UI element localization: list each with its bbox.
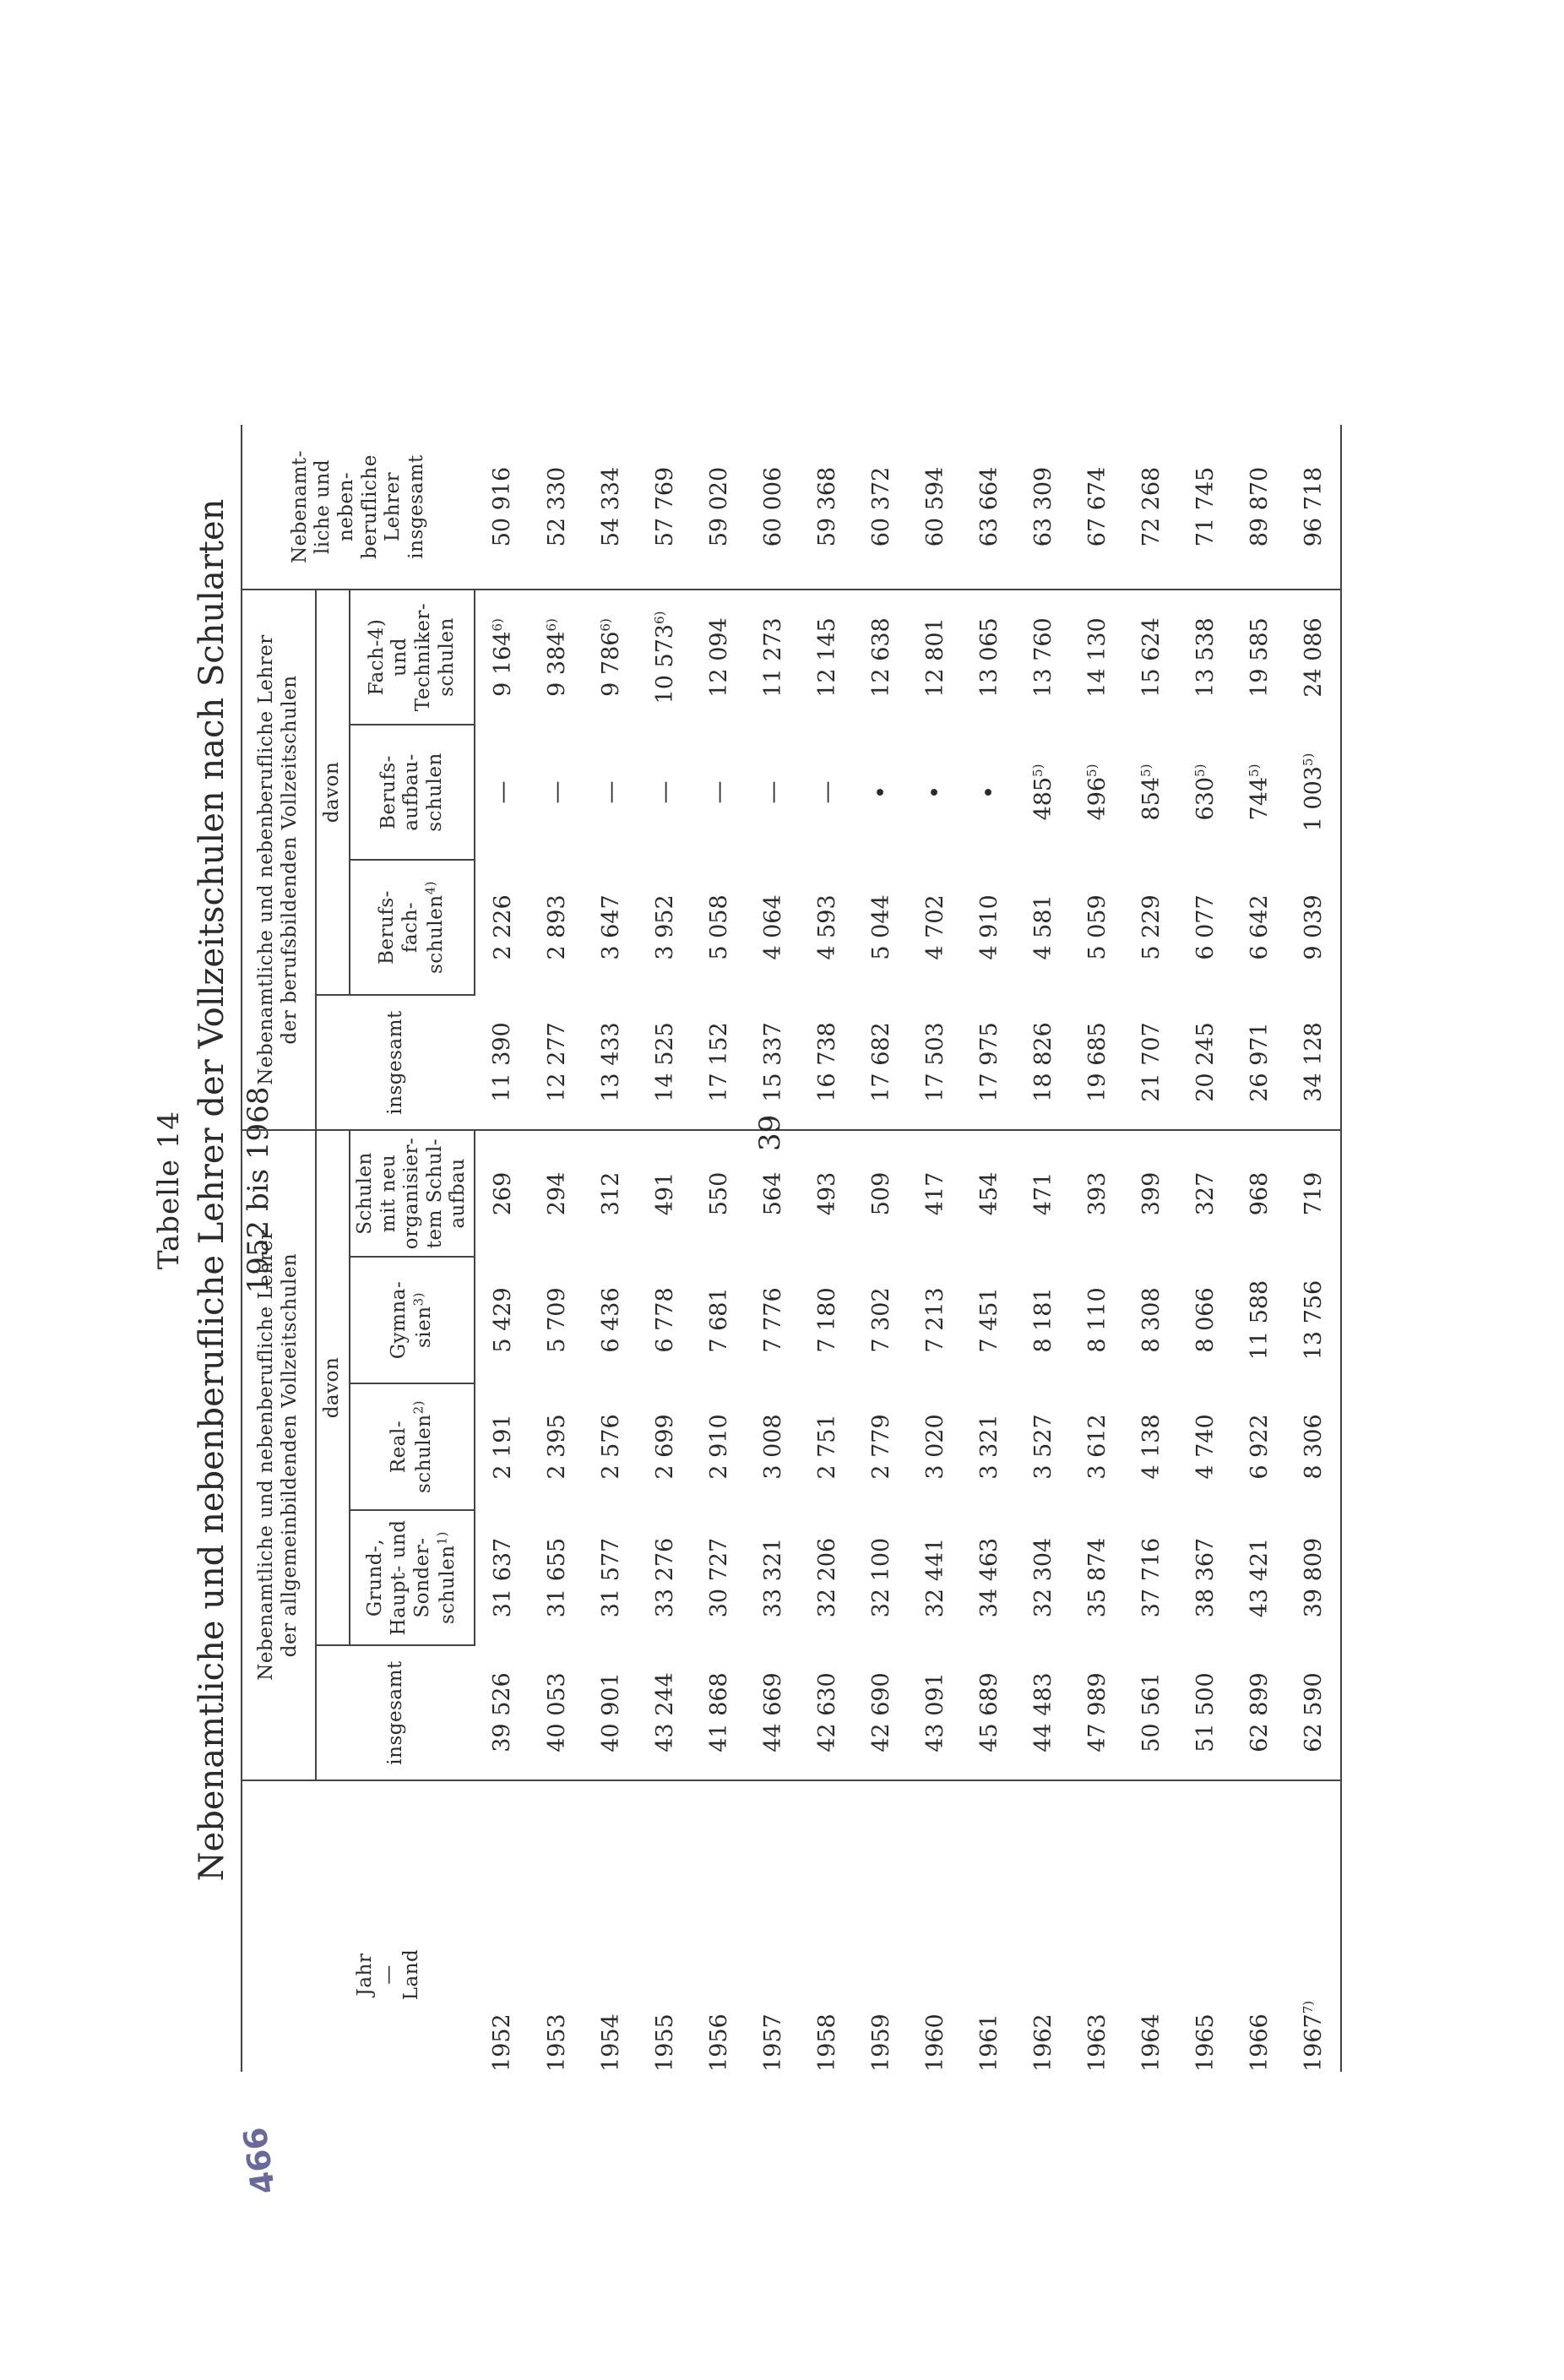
berufsfach-cell: 3 952 bbox=[651, 894, 678, 960]
berufsfach-header-line: schulen$^{4)}$ bbox=[422, 881, 448, 974]
neu-org-cell: 417 bbox=[921, 1171, 948, 1216]
berufsaufbau-header-line: aufbau- bbox=[400, 753, 423, 831]
grund-cell: 31 577 bbox=[597, 1537, 624, 1618]
year-cell: 1961 bbox=[975, 2013, 1002, 2072]
year-cell: 1952 bbox=[489, 2013, 515, 2072]
table-number: Tabelle 14 bbox=[152, 1110, 186, 1270]
general-total-header: insgesamt bbox=[316, 1645, 475, 1780]
general-total-cell: 43 244 bbox=[638, 1645, 692, 1780]
berufsaufbau-cell: 854$^{5)}$ bbox=[1138, 763, 1165, 821]
year-cell: 1965 bbox=[1192, 2013, 1219, 2072]
grund-header-line: Sonder- bbox=[410, 1537, 433, 1618]
neu-org-cell: 719 bbox=[1286, 1130, 1341, 1257]
total-header bbox=[242, 425, 475, 590]
table-row bbox=[1286, 425, 1341, 2072]
vocational-total-cell: 18 826 bbox=[1016, 995, 1070, 1130]
grund-cell: 30 727 bbox=[705, 1537, 732, 1618]
fach-techniker-cell: 12 094 bbox=[705, 617, 732, 698]
gymnasien-header-line: sien$^{3)}$ bbox=[410, 1292, 436, 1348]
real-cell: 3 020 bbox=[921, 1414, 948, 1480]
neu-org-cell: 564 bbox=[759, 1171, 786, 1216]
fach-techniker-cell: 9 164$^{6)}$ bbox=[489, 618, 516, 697]
fach-techniker-cell: 19 585 bbox=[1246, 617, 1273, 698]
general-total-cell: 40 053 bbox=[529, 1645, 584, 1780]
berufsaufbau-cell: — bbox=[651, 780, 678, 804]
gymnasien-cell: 7 451 bbox=[975, 1287, 1002, 1353]
general-total-cell: 40 901 bbox=[584, 1645, 638, 1780]
general-total-cell: 50 561 bbox=[1124, 1645, 1178, 1780]
table-row bbox=[1124, 425, 1178, 2072]
fach-techniker-cell: 13 065 bbox=[975, 617, 1002, 698]
total-header-line: berufliche bbox=[358, 454, 381, 559]
total-header-line: Lehrer bbox=[382, 471, 405, 542]
berufsfach-cell: 4 064 bbox=[759, 894, 786, 960]
neu-org-cell: 269 bbox=[489, 1171, 516, 1216]
total-cell: 67 674 bbox=[1070, 425, 1124, 590]
year-cell: 1960 bbox=[921, 2013, 948, 2072]
general-group-header bbox=[242, 1130, 316, 1780]
neu-org-header bbox=[350, 1130, 475, 1257]
gymnasien-header-line: Gymna- bbox=[388, 1280, 410, 1360]
table-row bbox=[529, 425, 584, 2072]
berufsfach-cell: 2 893 bbox=[543, 894, 570, 960]
year-header-line: Jahr bbox=[354, 1953, 377, 1997]
berufsfach-cell: 5 229 bbox=[1138, 894, 1165, 960]
general-total-cell: 47 989 bbox=[1070, 1645, 1124, 1780]
fach-techniker-cell: 13 538 bbox=[1192, 617, 1219, 698]
table-subtitle: 1952 bis 1968 bbox=[242, 1086, 275, 1294]
gymnasien-cell: 7 776 bbox=[759, 1287, 786, 1353]
total-cell: 60 372 bbox=[854, 425, 908, 590]
year-cell: 1962 bbox=[1029, 2013, 1056, 2072]
vocational-total-cell: 17 152 bbox=[692, 995, 746, 1130]
real-cell: 4 740 bbox=[1192, 1414, 1219, 1480]
berufsfach-cell: 4 702 bbox=[921, 894, 948, 960]
real-cell: 2 191 bbox=[489, 1414, 516, 1480]
berufsaufbau-cell: • bbox=[921, 785, 948, 799]
vocational-total-cell: 14 525 bbox=[638, 995, 692, 1130]
grund-cell: 33 321 bbox=[759, 1537, 786, 1618]
berufsaufbau-header-line: Berufs- bbox=[377, 755, 399, 829]
fach-techniker-header bbox=[350, 590, 475, 725]
neu-org-header-line: Schulen bbox=[354, 1152, 377, 1235]
grund-cell: 32 206 bbox=[813, 1537, 840, 1618]
fach-techniker-header-line: und bbox=[388, 638, 411, 677]
grund-cell: 35 874 bbox=[1083, 1537, 1111, 1618]
real-header bbox=[350, 1383, 475, 1510]
year-header-line: Land bbox=[400, 1948, 423, 2001]
berufsfach-cell: 3 647 bbox=[597, 894, 624, 960]
total-cell: 54 334 bbox=[584, 425, 638, 590]
berufsfach-cell: 5 059 bbox=[1083, 894, 1111, 960]
fach-techniker-cell: 15 624 bbox=[1138, 617, 1165, 698]
gymnasien-cell: 13 756 bbox=[1286, 1257, 1341, 1383]
grund-cell: 31 655 bbox=[543, 1537, 570, 1618]
real-cell: 2 779 bbox=[867, 1414, 894, 1480]
fach-techniker-header-line: schulen bbox=[435, 617, 458, 697]
neu-org-cell: 491 bbox=[651, 1171, 678, 1216]
total-header-line: insgesamt bbox=[405, 454, 427, 559]
table-title: Nebenamtliche und nebenberufliche Lehrer der Vollzeitschulen nach Schularten bbox=[193, 498, 231, 1882]
berufsfach-cell: 6 077 bbox=[1192, 894, 1219, 960]
berufsaufbau-cell: • bbox=[867, 785, 894, 799]
neu-org-header-line: organisier- bbox=[400, 1137, 423, 1250]
berufsfach-header-line: Berufs- bbox=[376, 890, 399, 964]
year-header-line: — bbox=[377, 1964, 399, 1985]
year-cell: 1956 bbox=[705, 2013, 732, 2072]
total-header-line: neben- bbox=[334, 471, 357, 542]
gymnasien-cell: 8 308 bbox=[1138, 1287, 1165, 1353]
berufsaufbau-cell: — bbox=[813, 780, 840, 804]
real-cell: 3 321 bbox=[975, 1414, 1002, 1480]
neu-org-cell: 327 bbox=[1192, 1171, 1219, 1216]
real-cell: 3 527 bbox=[1029, 1414, 1056, 1480]
fach-techniker-cell: 12 638 bbox=[867, 617, 894, 698]
grund-cell: 39 809 bbox=[1286, 1510, 1341, 1645]
year-cell: 1966 bbox=[1246, 2013, 1273, 2072]
year-cell: 1967$^{7)}$ bbox=[1286, 1877, 1341, 2072]
neu-org-cell: 454 bbox=[975, 1171, 1002, 1216]
gymnasien-cell: 7 180 bbox=[813, 1287, 840, 1353]
neu-org-header-line: mit neu bbox=[377, 1154, 399, 1233]
gymnasien-cell: 6 778 bbox=[651, 1287, 678, 1353]
general-total-cell: 45 689 bbox=[962, 1645, 1016, 1780]
gymnasien-cell: 8 066 bbox=[1192, 1287, 1219, 1353]
vocational-total-cell: 12 277 bbox=[529, 995, 584, 1130]
general-total-cell: 39 526 bbox=[475, 1645, 529, 1780]
berufsaufbau-cell: — bbox=[543, 780, 570, 804]
table-body bbox=[475, 425, 1341, 2072]
vocational-total-cell: 20 245 bbox=[1178, 995, 1232, 1130]
vocational-total-cell: 17 975 bbox=[962, 995, 1016, 1130]
gymnasien-cell: 5 429 bbox=[489, 1287, 516, 1353]
total-cell: 96 718 bbox=[1286, 425, 1341, 590]
neu-org-cell: 399 bbox=[1138, 1171, 1165, 1216]
berufsfach-cell: 4 593 bbox=[813, 894, 840, 960]
berufsaufbau-header-line: schulen bbox=[423, 753, 446, 832]
berufsfach-cell: 5 044 bbox=[867, 894, 894, 960]
total-cell: 63 309 bbox=[1016, 425, 1070, 590]
berufsaufbau-cell: • bbox=[975, 785, 1002, 799]
gymnasien-cell: 8 110 bbox=[1083, 1287, 1111, 1353]
year-cell: 1953 bbox=[543, 2013, 570, 2072]
berufsfach-cell: 9 039 bbox=[1286, 860, 1341, 995]
general-davon-header: davon bbox=[316, 1130, 350, 1645]
year-cell: 1958 bbox=[813, 2013, 840, 2072]
total-cell: 63 664 bbox=[962, 425, 1016, 590]
vocational-total-cell: 19 685 bbox=[1070, 995, 1124, 1130]
fach-techniker-cell: 24 086 bbox=[1286, 590, 1341, 725]
general-total-cell: 43 091 bbox=[908, 1645, 962, 1780]
fach-techniker-cell: 12 145 bbox=[813, 617, 840, 698]
grund-header-line: schulen$^{1)}$ bbox=[434, 1531, 459, 1624]
berufsaufbau-cell: 1 003$^{5)}$ bbox=[1286, 725, 1341, 860]
real-cell: 6 922 bbox=[1246, 1414, 1273, 1480]
year-cell: 1957 bbox=[759, 2013, 786, 2072]
fach-techniker-cell: 13 760 bbox=[1029, 617, 1056, 698]
general-total-cell: 44 483 bbox=[1016, 1645, 1070, 1780]
page-number: 39 bbox=[753, 1114, 787, 1151]
berufsfach-cell: 5 058 bbox=[705, 894, 732, 960]
total-header-line: Nebenamt- bbox=[288, 450, 311, 563]
year-cell: 1963 bbox=[1083, 2013, 1111, 2072]
berufsaufbau-cell: 744$^{5)}$ bbox=[1246, 763, 1273, 821]
grund-cell: 32 441 bbox=[921, 1537, 948, 1618]
vocational-total-cell: 21 707 bbox=[1124, 995, 1178, 1130]
fach-techniker-cell: 11 273 bbox=[759, 617, 786, 698]
year-cell: 1959 bbox=[867, 2013, 894, 2072]
table-row bbox=[584, 425, 638, 2072]
total-cell: 72 268 bbox=[1124, 425, 1178, 590]
total-cell: 57 769 bbox=[638, 425, 692, 590]
general-group-line: der allgemeinbildenden Vollzeitschulen bbox=[279, 1252, 301, 1658]
grund-cell: 37 716 bbox=[1138, 1537, 1165, 1618]
real-cell: 3 612 bbox=[1083, 1414, 1111, 1480]
vocational-group-line: der berufsbildenden Vollzeitschulen bbox=[279, 675, 301, 1045]
fach-techniker-header-line: Techniker- bbox=[412, 602, 434, 712]
berufsfach-header bbox=[350, 860, 475, 995]
berufsfach-cell: 4 910 bbox=[975, 894, 1002, 960]
gymnasien-header bbox=[350, 1257, 475, 1383]
table-row bbox=[1070, 425, 1124, 2072]
grund-header-line: Haupt- und bbox=[388, 1519, 410, 1636]
neu-org-cell: 393 bbox=[1083, 1171, 1111, 1216]
table-header bbox=[242, 425, 475, 2072]
total-cell: 50 916 bbox=[475, 425, 529, 590]
real-cell: 8 306 bbox=[1286, 1383, 1341, 1510]
grund-cell: 34 463 bbox=[975, 1537, 1002, 1618]
grund-cell: 32 304 bbox=[1029, 1537, 1056, 1618]
gymnasien-cell: 11 588 bbox=[1246, 1280, 1273, 1361]
neu-org-header-line: aufbau bbox=[447, 1158, 470, 1229]
fach-techniker-cell: 14 130 bbox=[1083, 617, 1111, 698]
real-cell: 2 910 bbox=[705, 1414, 732, 1480]
year-header bbox=[242, 1877, 475, 2072]
neu-org-cell: 968 bbox=[1246, 1171, 1273, 1216]
berufsaufbau-cell: 630$^{5)}$ bbox=[1192, 763, 1219, 821]
total-cell: 59 368 bbox=[800, 425, 854, 590]
general-total-cell: 44 669 bbox=[746, 1645, 800, 1780]
real-cell: 2 699 bbox=[651, 1414, 678, 1480]
vocational-total-cell: 16 738 bbox=[800, 995, 854, 1130]
neu-org-cell: 312 bbox=[597, 1171, 624, 1216]
grund-cell: 31 637 bbox=[489, 1537, 516, 1618]
real-cell: 2 751 bbox=[813, 1414, 840, 1480]
general-total-cell: 42 690 bbox=[854, 1645, 908, 1780]
total-cell: 60 006 bbox=[746, 425, 800, 590]
table-row bbox=[1016, 425, 1070, 2072]
vocational-davon-header: davon bbox=[316, 590, 350, 995]
gymnasien-cell: 6 436 bbox=[597, 1287, 624, 1353]
neu-org-cell: 471 bbox=[1029, 1171, 1056, 1216]
neu-org-cell: 294 bbox=[543, 1171, 570, 1216]
berufsfach-cell: 4 581 bbox=[1029, 894, 1056, 960]
real-header-line: schulen$^{2)}$ bbox=[410, 1400, 436, 1493]
teachers-table bbox=[241, 425, 1342, 2072]
general-total-cell: 41 868 bbox=[692, 1645, 746, 1780]
berufsfach-cell: 2 226 bbox=[489, 894, 516, 960]
fach-techniker-cell: 12 801 bbox=[921, 617, 948, 698]
neu-org-cell: 509 bbox=[867, 1171, 894, 1216]
year-cell: 1954 bbox=[597, 2013, 624, 2072]
total-header-line: liche und bbox=[312, 459, 334, 555]
table-row bbox=[638, 425, 692, 2072]
vocational-total-cell: 15 337 bbox=[746, 995, 800, 1130]
total-cell: 89 870 bbox=[1232, 425, 1286, 590]
general-total-cell: 51 500 bbox=[1178, 1645, 1232, 1780]
general-total-cell: 62 899 bbox=[1232, 1645, 1286, 1780]
table-row bbox=[692, 425, 746, 2072]
general-total-cell: 42 630 bbox=[800, 1645, 854, 1780]
gymnasien-cell: 7 213 bbox=[921, 1287, 948, 1353]
year-cell: 1955 bbox=[651, 2013, 678, 2072]
archive-stamp: 466 bbox=[236, 2124, 283, 2197]
table-row bbox=[908, 425, 962, 2072]
fach-techniker-cell: 9 786$^{6)}$ bbox=[597, 618, 624, 697]
real-cell: 4 138 bbox=[1138, 1414, 1165, 1480]
table-row bbox=[746, 425, 800, 2072]
year-cell: 1964 bbox=[1138, 2013, 1165, 2072]
grund-header bbox=[350, 1510, 475, 1645]
table-row bbox=[800, 425, 854, 2072]
neu-org-header-line: tem Schul- bbox=[423, 1138, 446, 1249]
vocational-total-cell: 13 433 bbox=[584, 995, 638, 1130]
table-row bbox=[1232, 425, 1286, 2072]
general-group-line: Nebenamtliche und nebenberufliche Lehrer bbox=[255, 1230, 278, 1681]
berufsaufbau-cell: — bbox=[597, 780, 624, 804]
berufsaufbau-cell: 496$^{5)}$ bbox=[1083, 763, 1111, 821]
grund-cell: 43 421 bbox=[1246, 1537, 1273, 1618]
real-header-line: Real- bbox=[388, 1420, 410, 1474]
berufsaufbau-cell: 485$^{5)}$ bbox=[1029, 763, 1056, 821]
berufsaufbau-cell: — bbox=[489, 780, 516, 804]
vocational-total-cell: 17 503 bbox=[908, 995, 962, 1130]
total-cell: 52 330 bbox=[529, 425, 584, 590]
berufsaufbau-cell: — bbox=[759, 780, 786, 804]
table-row bbox=[962, 425, 1016, 2072]
gymnasien-cell: 5 709 bbox=[543, 1287, 570, 1353]
fach-techniker-header-line: Fach-4) bbox=[365, 618, 388, 696]
total-cell: 60 594 bbox=[908, 425, 962, 590]
grund-cell: 32 100 bbox=[867, 1537, 894, 1618]
total-cell: 59 020 bbox=[692, 425, 746, 590]
vocational-total-cell: 11 390 bbox=[475, 995, 529, 1130]
general-total-cell: 62 590 bbox=[1286, 1645, 1341, 1780]
table-row bbox=[1178, 425, 1232, 2072]
neu-org-cell: 493 bbox=[813, 1171, 840, 1216]
neu-org-cell: 550 bbox=[705, 1171, 732, 1216]
vocational-total-cell: 26 971 bbox=[1232, 995, 1286, 1130]
fach-techniker-cell: 9 384$^{6)}$ bbox=[543, 618, 570, 697]
real-cell: 2 576 bbox=[597, 1414, 624, 1480]
berufsaufbau-header bbox=[350, 725, 475, 860]
vocational-total-header: insgesamt bbox=[316, 995, 475, 1130]
grund-cell: 33 276 bbox=[651, 1537, 678, 1618]
berufsaufbau-cell: — bbox=[705, 780, 732, 804]
real-cell: 2 395 bbox=[543, 1414, 570, 1480]
berufsfach-cell: 6 642 bbox=[1246, 894, 1273, 960]
gymnasien-cell: 8 181 bbox=[1029, 1287, 1056, 1353]
berufsfach-header-line: fach- bbox=[399, 901, 421, 954]
grund-cell: 38 367 bbox=[1192, 1537, 1219, 1618]
total-cell: 71 745 bbox=[1178, 425, 1232, 590]
table-row bbox=[854, 425, 908, 2072]
grund-header-line: Grund-, bbox=[364, 1538, 387, 1617]
vocational-group-header bbox=[242, 590, 316, 1130]
gymnasien-cell: 7 302 bbox=[867, 1287, 894, 1353]
vocational-total-cell: 34 128 bbox=[1286, 995, 1341, 1130]
vocational-total-cell: 17 682 bbox=[854, 995, 908, 1130]
table-row bbox=[475, 425, 529, 2072]
fach-techniker-cell: 10 573$^{6)}$ bbox=[651, 611, 678, 704]
vocational-group-line: Nebenamtliche und nebenberufliche Lehrer bbox=[255, 634, 278, 1085]
real-cell: 3 008 bbox=[759, 1414, 786, 1480]
gymnasien-cell: 7 681 bbox=[705, 1287, 732, 1353]
